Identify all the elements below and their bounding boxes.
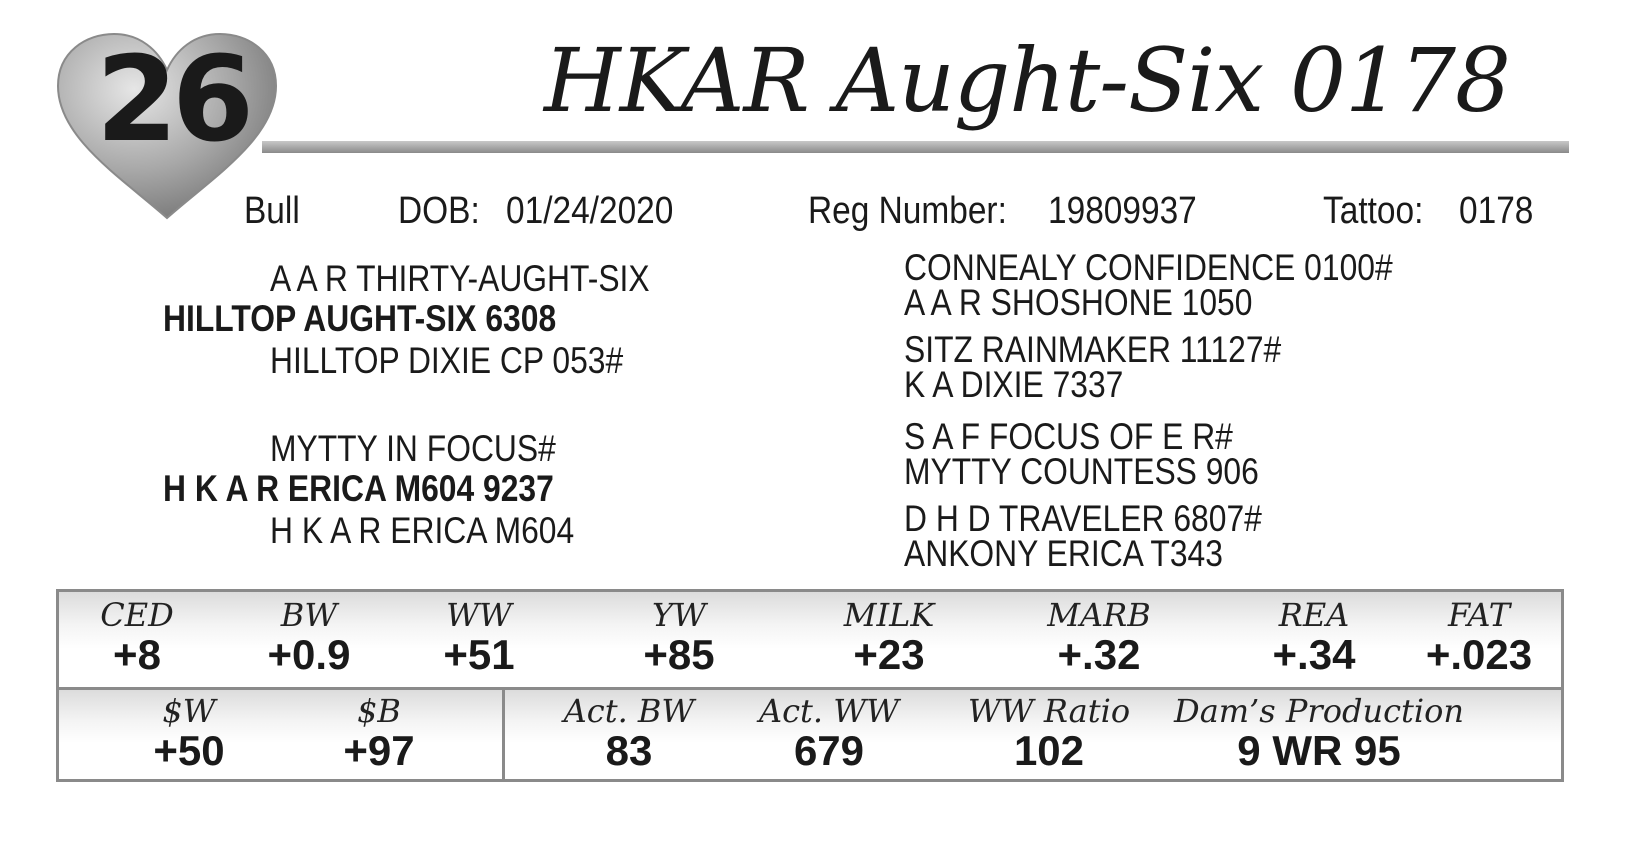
sire-dam-sire: SITZ RAINMAKER 11127# bbox=[904, 329, 1282, 370]
lot-number: 26 bbox=[95, 30, 249, 168]
dam-dam: H K A R ERICA M604 bbox=[270, 510, 575, 551]
actual-value: 102 bbox=[1013, 727, 1085, 775]
actual-label: Dam’s Production bbox=[1174, 692, 1464, 730]
dam: H K A R ERICA M604 9237 bbox=[163, 468, 554, 509]
actual-label: Act. BW bbox=[563, 692, 695, 730]
column-divider bbox=[502, 690, 505, 779]
epd-value: +.34 bbox=[1272, 631, 1356, 679]
dob-value: 01/24/2020 bbox=[506, 190, 674, 232]
actual-value: 83 bbox=[605, 727, 653, 775]
sire-sire-dam: A A R SHOSHONE 1050 bbox=[904, 282, 1253, 323]
epd-label: FAT bbox=[1447, 596, 1511, 634]
epd-fat bbox=[1404, 598, 1554, 677]
epd-bw bbox=[239, 598, 379, 677]
index-label: $W bbox=[162, 692, 216, 730]
animal-name-title: HKAR Aught-Six 0178 bbox=[543, 29, 1510, 132]
sire-dam-dam: K A DIXIE 7337 bbox=[904, 364, 1124, 405]
reg-number-value: 19809937 bbox=[1048, 190, 1197, 232]
epd-milk bbox=[809, 598, 969, 677]
reg-number-label: Reg Number: bbox=[808, 190, 1007, 232]
index-w bbox=[129, 694, 249, 773]
epd-ced bbox=[77, 598, 197, 677]
epd-label: WW bbox=[446, 596, 512, 634]
title-divider bbox=[262, 141, 1569, 153]
epd-ww bbox=[414, 598, 544, 677]
dam-sire: MYTTY IN FOCUS# bbox=[270, 428, 556, 469]
epd-label: CED bbox=[100, 596, 174, 634]
index-value: +50 bbox=[153, 727, 225, 775]
actual-value: 9 WR 95 bbox=[1237, 727, 1401, 775]
epd-value: +85 bbox=[643, 631, 715, 679]
actual-value: 679 bbox=[793, 727, 865, 775]
epd-marb bbox=[1019, 598, 1179, 677]
actual-label: Act. WW bbox=[758, 692, 899, 730]
epd-yw bbox=[614, 598, 744, 677]
epd-label: REA bbox=[1278, 596, 1350, 634]
dam-sire-dam: MYTTY COUNTESS 906 bbox=[904, 451, 1259, 492]
tattoo-value: 0178 bbox=[1459, 190, 1534, 232]
epd-rea bbox=[1244, 598, 1384, 677]
index-b bbox=[314, 694, 444, 773]
epd-value: +51 bbox=[443, 631, 515, 679]
sire-sire: A A R THIRTY-AUGHT-SIX bbox=[270, 258, 650, 299]
epd-value: +23 bbox=[853, 631, 925, 679]
index-value: +97 bbox=[343, 727, 415, 775]
sex-label: Bull bbox=[244, 190, 300, 232]
sire-sire-sire: CONNEALY CONFIDENCE 0100# bbox=[904, 247, 1393, 288]
actual-bw bbox=[539, 694, 719, 773]
epd-row bbox=[59, 592, 1561, 690]
dam-dam-sire: D H D TRAVELER 6807# bbox=[904, 498, 1262, 539]
epd-label: BW bbox=[280, 596, 338, 634]
sire-dam: HILLTOP DIXIE CP 053# bbox=[270, 340, 624, 381]
dob-label: DOB: bbox=[398, 190, 480, 232]
epd-label: YW bbox=[651, 596, 706, 634]
epd-value: +8 bbox=[113, 631, 161, 679]
ww-ratio bbox=[939, 694, 1159, 773]
epd-label: MILK bbox=[843, 596, 935, 634]
epd-value: +.023 bbox=[1425, 631, 1533, 679]
index-row bbox=[59, 690, 1561, 779]
dam-sire-sire: S A F FOCUS OF E R# bbox=[904, 416, 1233, 457]
sire: HILLTOP AUGHT-SIX 6308 bbox=[163, 298, 557, 339]
dam-dam-dam: ANKONY ERICA T343 bbox=[904, 533, 1223, 574]
index-label: $B bbox=[357, 692, 401, 730]
dams-production bbox=[1169, 694, 1469, 773]
actual-label: WW Ratio bbox=[967, 692, 1131, 730]
actual-ww bbox=[729, 694, 929, 773]
epd-value: +.32 bbox=[1057, 631, 1141, 679]
epd-value: +0.9 bbox=[267, 631, 351, 679]
epd-label: MARB bbox=[1047, 596, 1151, 634]
epd-table bbox=[56, 589, 1564, 782]
tattoo-label: Tattoo: bbox=[1323, 190, 1424, 232]
